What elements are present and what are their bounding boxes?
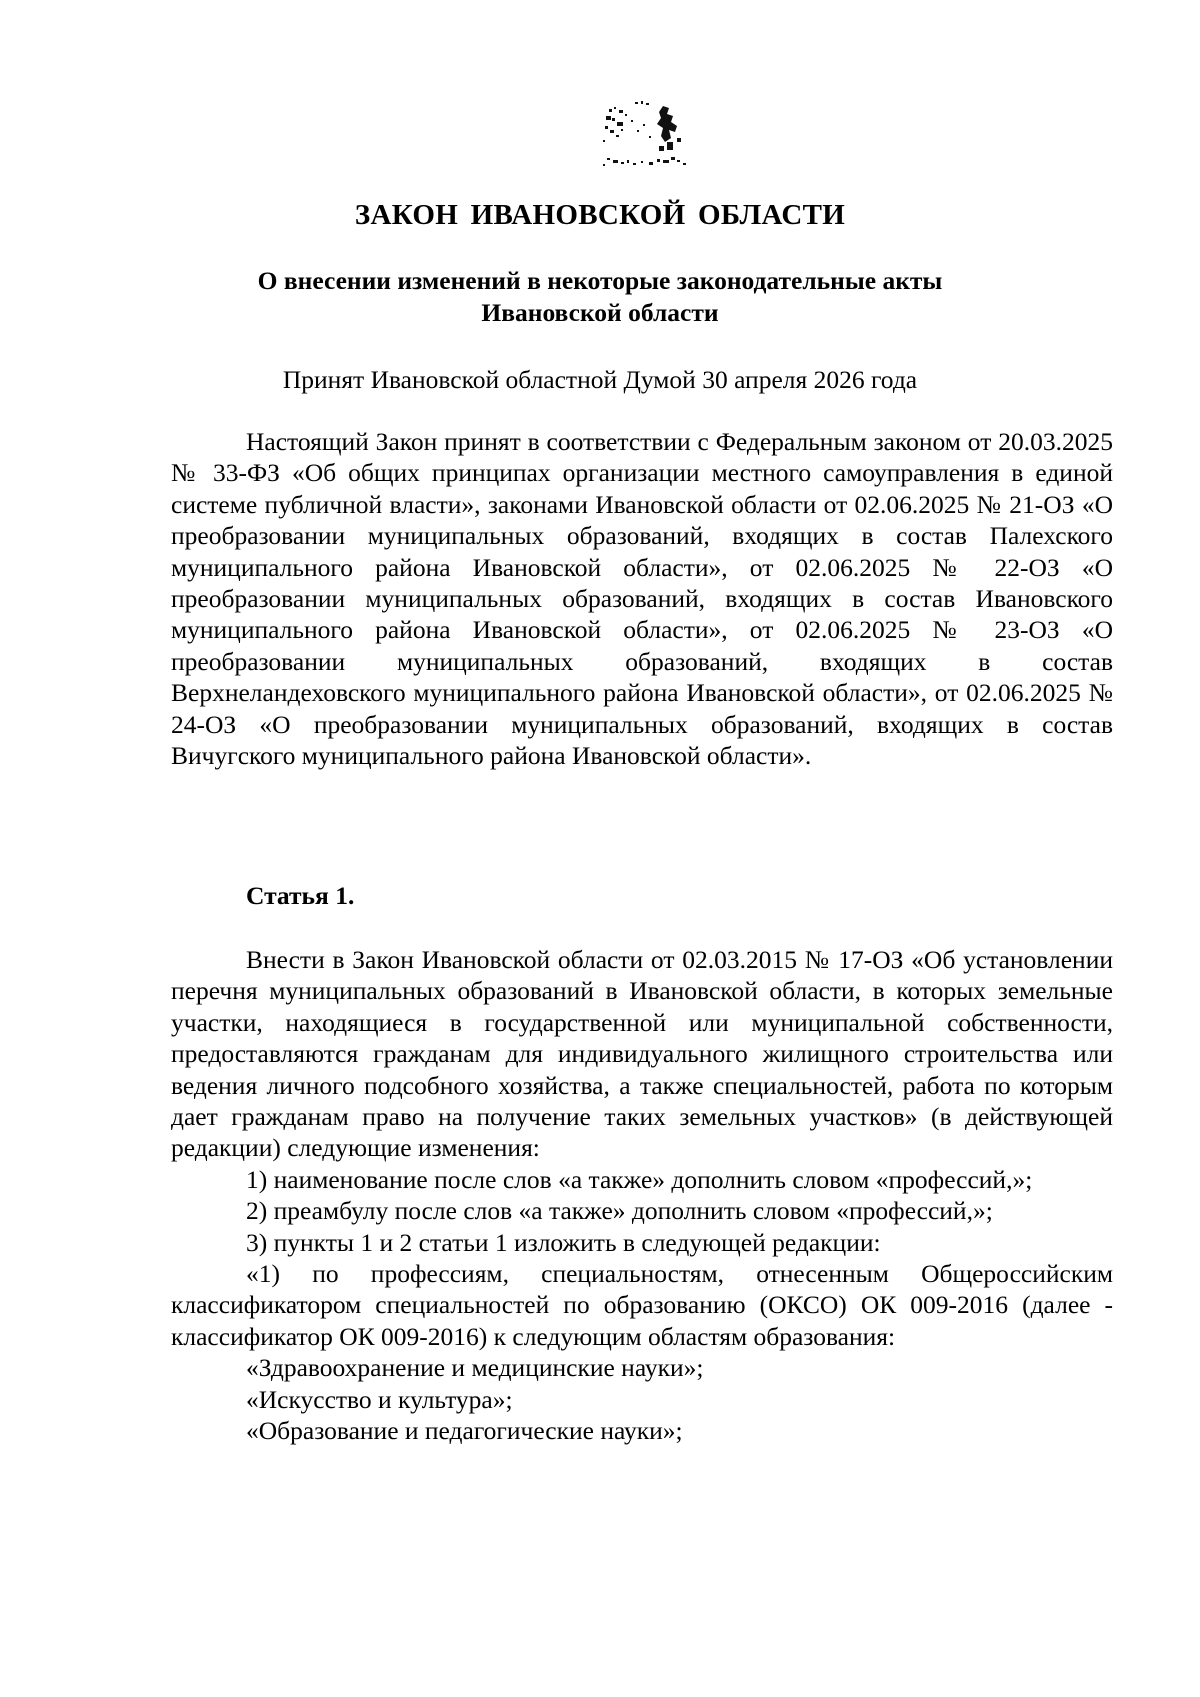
education-area-2: «Искусство и культура»; — [246, 1384, 513, 1414]
amendment-item-2: 2) преамбулу после слов «а также» дополнить словом «профессий,»; — [246, 1196, 993, 1226]
document-title: ЗАКОН ИВАНОВСКОЙ ОБЛАСТИ — [354, 199, 846, 231]
amendment-item-1: 1) наименование после слов «а также» дополнить словом «профессий,»; — [246, 1164, 1033, 1194]
subtitle-line-1: О внесении изменений в некоторые законодательные акты — [257, 266, 943, 295]
education-area-1: «Здравоохранение и медицинские науки»; — [246, 1353, 704, 1383]
article-1-heading: Статья 1. — [246, 881, 355, 910]
amendment-item-3: 3) пункты 1 и 2 статьи 1 изложить в следующей редакции: — [246, 1227, 881, 1257]
subtitle-line-2: Ивановской области — [481, 298, 719, 327]
education-area-3: «Образование и педагогические науки»; — [246, 1416, 683, 1446]
amendment-quote-1: «1) по профессиям, специальностям, отнесенным Общероссийским классификатором специальностей по образованию (ОКСО) ОК 009-2016 (далее - классификатор ОК 009-2016) к следующим областям образования: — [171, 1259, 1113, 1351]
preamble-paragraph: Настоящий Закон принят в соответствии с Федеральным законом от 20.03.2025 № 33-ФЗ «Об общих принципах организации местного самоуправления в единой системе публичной власти», законами Ивановской области от 02.06.2025 № 21-ОЗ «О преобразовании муниципальных образований, входящих в состав Палехского муниципального района Ивановской области», от 02.06.2025 № 22-ОЗ «О преобразовании муниципальных образований, входящих в состав Ивановского муниципального района Ивановской области», от 02.06.2025 № 23-ОЗ «О преобразовании муниципальных образований, входящих в состав Верхнеландеховского муниципального района Ивановской области», от 02.06.2025 № 24-ОЗ «О преобразовании муниципальных образований, входящих в состав Вичугского муниципального района Ивановской области». — [171, 427, 1113, 771]
ivanovo-coat-of-arms-icon — [597, 100, 693, 180]
document-subtitle — [160, 265, 1040, 329]
adoption-statement: Принят Ивановской областной Думой 30 апреля 2026 года — [282, 365, 918, 394]
article-1-intro: Внести в Закон Ивановской области от 02.03.2015 № 17-ОЗ «Об установлении перечня муниципальных образований в Ивановской области, в которых земельные участки, находящиеся в государственной или муниципальной собственности, предоставляются гражданам для индивидуального жилищного строительства или ведения личного подсобного хозяйства, а также специальностей, работа по которым дает гражданам право на получение таких земельных участков» (в действующей редакции) следующие изменения: — [171, 945, 1113, 1163]
article-1-body — [171, 944, 1113, 1447]
preamble-section — [171, 426, 1113, 771]
